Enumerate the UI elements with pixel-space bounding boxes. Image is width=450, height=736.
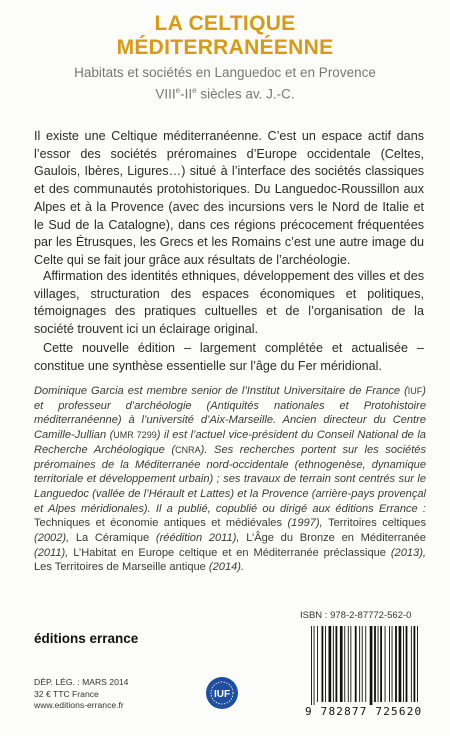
book-title-line1: LA CELTIQUE <box>154 12 296 35</box>
barcode-bar <box>355 626 357 702</box>
author-bio <box>34 384 426 575</box>
barcode-bar <box>395 626 397 702</box>
publisher-name: éditions errance <box>34 631 139 646</box>
book-title-line2: MÉDITERRANÉENNE <box>116 36 334 59</box>
bio-text-1: Dominique Garcia est membre senior de l’Institut Universitaire de France ( <box>34 385 408 397</box>
blurb-paragraph-1: Il existe une Celtique méditerranéenne. C’est un espace actif dans l’essor des sociétés préromaines d’Europe occidentale (Celtes, Gaulois, Ibères, Ligures…) situé à l’interface des sociétés classiques et des communautés protohistoriques. Du Languedoc-Roussillon aux Alpes et à la Provence (avec des incursions vers le Nord de Italie et le Sud de la Catalogne), dans ces régions précocement fréquentées par les Étrusques, les Grecs et les Romains c’est une autre image du Celte qui se fait jour grâce aux résultats de l’archéologie. <box>34 129 424 267</box>
legal-deposit: DÉP. LÉG. : MARS 2014 <box>34 677 129 687</box>
barcode-bar <box>370 626 373 705</box>
barcode-bar <box>392 626 393 702</box>
barcode-bar <box>325 626 326 702</box>
work-title: Les Territoires de Marseille antique <box>34 561 206 574</box>
bio-text-2: ) et professeur d’archéologie (Antiquités nationales et Protohistoire méditerranéenne) à l’université d’Aix-Marseille. Ancien directeur du Centre Camille-Jullian ( <box>34 385 426 442</box>
barcode-bars <box>311 626 418 705</box>
iuf-logo <box>205 676 239 710</box>
work-title: Techniques et économie antiques et médiévales <box>34 517 283 530</box>
subtitle-sup-2: e <box>192 86 197 95</box>
work-year: (2011), <box>34 546 74 559</box>
website: www.editions-errance.fr <box>34 700 124 710</box>
barcode-bar <box>340 626 343 702</box>
subtitle-line2 <box>0 82 450 103</box>
barcode-digits: 9 782877 725620 <box>305 705 423 718</box>
bio-umr: UMR 7299 <box>113 430 157 441</box>
barcode-bar <box>374 626 376 702</box>
legal-info <box>34 677 128 712</box>
bio-text-3: ) il est l’actuel vice-président du Conseil National de la Recherche Archéologique ( <box>34 429 426 456</box>
barcode-bar <box>322 626 324 702</box>
works-list <box>34 517 426 573</box>
bio-text-4: ). Ses recherches portent sur les sociétés préromaines de la Méditerranée nord-occidentale (ethnogenèse, dynamique territoriale et développement urbain) ; ses travaux de terrain sont centrés sur le Languedoc (vallée de l’Hérault et Lattes) et la Provence (arrière-pays provençal et Alpes méridionales). Il a publié, copublié ou dirigé aux éditions Errance : <box>34 443 427 515</box>
barcode-bar <box>362 626 363 702</box>
barcode-bar <box>403 626 404 702</box>
blurb-paragraph-2: Affirmation des identités ethniques, développement des villes et des villages, structuration des espaces économiques et politiques, témoignages des pratiques cultuelles et de l’organisation de la société trouvent ici un éclairage original. <box>34 269 424 337</box>
work-title: L’Habitat en Europe celtique et en Méditerranée préclassique <box>73 546 386 559</box>
barcode-bar <box>380 626 382 702</box>
work-title: Territoires celtiques <box>328 517 426 530</box>
barcode-bar <box>344 626 345 702</box>
barcode-bar <box>348 626 349 702</box>
barcode-bar <box>378 626 379 702</box>
barcode-bar <box>311 626 312 705</box>
work-year: (réédition 2011), <box>149 532 247 545</box>
work-year: (2002), <box>34 532 76 545</box>
barcode-bar <box>406 626 408 702</box>
blurb-paragraph-3: Cette nouvelle édition – largement complétée et actualisée – constitue une synthèse essentielle sur l’âge du Fer méridional. <box>34 341 424 373</box>
bio-iuf: IUF <box>407 386 423 396</box>
work-title: L’Âge du Bronze en Méditerranée <box>246 532 426 545</box>
barcode-bar <box>314 626 315 705</box>
price: 32 € TTC France <box>34 688 99 699</box>
barcode-bar <box>333 626 334 702</box>
barcode-bar <box>389 626 390 702</box>
barcode-bar <box>350 626 351 702</box>
work-year: (1997), <box>282 517 329 530</box>
iuf-logo-text: IUF <box>213 689 231 700</box>
barcode-bar <box>414 626 416 702</box>
work-title: La Céramique <box>75 532 150 545</box>
subtitle-line1: Habitats et sociétés en Languedoc et en Provence <box>74 65 376 80</box>
subtitle-sup-1: e <box>175 86 181 95</box>
barcode-bar <box>385 626 386 702</box>
subtitle-century-end: -II <box>180 86 193 102</box>
barcode-bar <box>411 626 412 702</box>
bio-cnra: CNRA <box>175 444 201 455</box>
barcode-bar <box>317 626 318 702</box>
subtitle-century-start: VIII <box>155 86 176 102</box>
work-year: (2013), <box>385 546 426 559</box>
barcode-bar <box>399 626 402 702</box>
subtitle-era: siècles av. J.-C. <box>196 86 295 102</box>
isbn: ISBN : 978-2-87772-562-0 <box>300 610 412 621</box>
barcode-bar <box>365 626 366 702</box>
work-year: (2014). <box>205 561 245 574</box>
barcode-bar <box>417 626 418 702</box>
barcode-bar <box>329 626 332 702</box>
barcode-bar <box>336 626 338 702</box>
barcode-bar <box>359 626 360 702</box>
barcode <box>303 620 425 717</box>
